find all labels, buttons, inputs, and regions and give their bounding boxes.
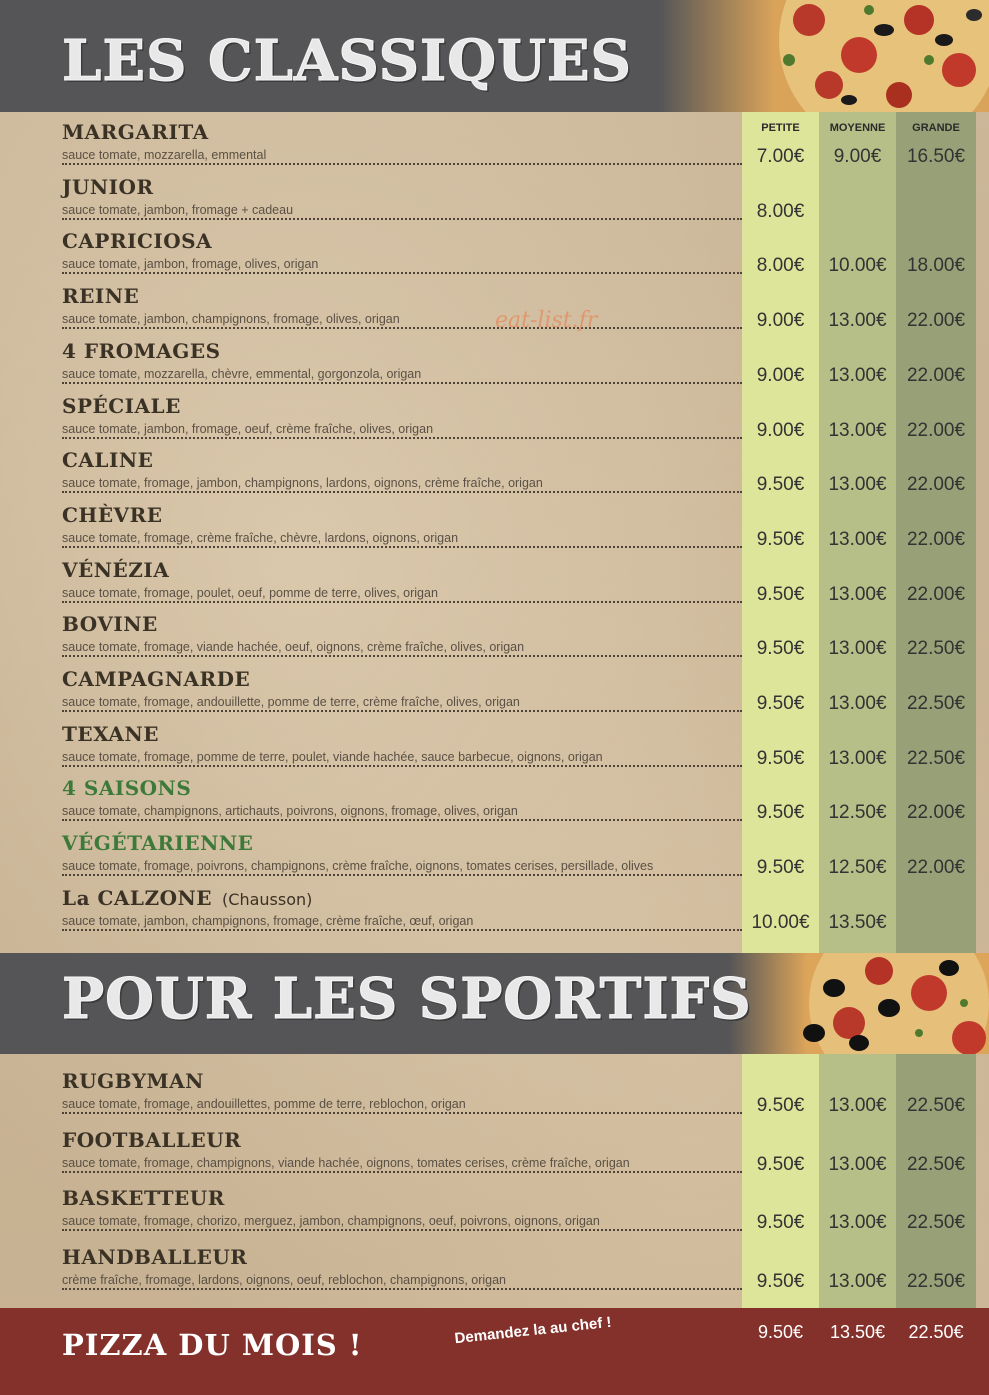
item-name [62, 1245, 247, 1269]
price-petite: 9.00€ [756, 419, 805, 441]
dotted-leader [62, 929, 742, 931]
price-moyenne: 13.00€ [828, 1212, 887, 1233]
menu-item [62, 120, 976, 172]
item-name [62, 229, 212, 253]
item-description: sauce tomate, fromage, jambon, champignons, lardons, oignons, crème fraîche, origan [62, 476, 543, 491]
item-name-text: CALINE [62, 448, 154, 473]
price-petite: 9.50€ [756, 802, 805, 824]
menu-item [62, 558, 976, 610]
item-name [62, 558, 169, 582]
item-name-text: CHÈVRE [62, 502, 163, 527]
price-petite: 9.00€ [756, 310, 805, 332]
item-description: sauce tomate, jambon, champignons, fromage, olives, origan [62, 312, 400, 327]
price-petite: 9.50€ [756, 528, 805, 550]
item-name [62, 1128, 241, 1152]
price-moyenne: 13.00€ [828, 1153, 887, 1175]
item-description: sauce tomate, fromage, pomme de terre, poulet, viande hachée, sauce barbecue, oignons, origan [62, 749, 603, 764]
price-grande: 22.00€ [906, 364, 966, 386]
item-subtitle: (Chausson) [222, 889, 313, 909]
item-name [62, 1186, 225, 1210]
dotted-leader [62, 437, 742, 439]
item-name [62, 612, 158, 636]
price-moyenne: 13.00€ [828, 364, 887, 386]
menu-item [62, 175, 976, 227]
price-moyenne: 13.00€ [828, 528, 887, 550]
price-grande: 22.00€ [906, 419, 966, 441]
menu-item [62, 339, 976, 391]
item-description: sauce tomate, mozzarella, chèvre, emmental, gorgonzola, origan [62, 366, 422, 381]
dotted-leader [62, 546, 742, 548]
header-classiques [0, 0, 989, 112]
menu-item [62, 1186, 976, 1238]
price-petite: 9.50€ [756, 693, 805, 714]
column-header-grande: GRANDE [912, 122, 960, 134]
price-grande: 22.50€ [906, 1270, 966, 1292]
item-name [62, 120, 209, 144]
price-grande: 22.00€ [906, 310, 966, 332]
menu-item [62, 776, 976, 828]
dotted-leader [62, 819, 742, 821]
dotted-leader [62, 1288, 742, 1290]
price-grande: 16.50€ [906, 146, 966, 167]
menu-item [62, 722, 976, 774]
pizza-image [659, 0, 989, 112]
footer-price-grande: 22.50€ [908, 1322, 964, 1342]
item-name-text: La CALZONE [62, 885, 213, 910]
header-sportifs [0, 953, 989, 1054]
item-name-text: BASKETTEUR [62, 1186, 225, 1210]
item-name-text: TEXANE [62, 721, 159, 746]
dotted-leader [62, 163, 742, 165]
dotted-leader [62, 1112, 742, 1114]
menu-item [62, 886, 976, 938]
item-name-text: SPÉCIALE [62, 393, 181, 418]
price-petite: 9.50€ [756, 474, 805, 496]
item-description: sauce tomate, fromage, poulet, oeuf, pomme de terre, olives, origan [62, 585, 438, 600]
menu-item [62, 612, 976, 664]
item-name-text: 4 SAISONS [62, 776, 192, 801]
price-grande: 22.50€ [906, 1095, 966, 1116]
item-name [62, 776, 191, 800]
item-name-text: FOOTBALLEUR [62, 1127, 242, 1152]
price-petite: 9.50€ [756, 1212, 805, 1233]
item-name-text: CAPRICIOSA [62, 229, 213, 254]
column-header-moyenne: MOYENNE [829, 122, 886, 134]
price-petite: 9.50€ [756, 638, 805, 660]
menu-item [62, 1245, 976, 1297]
menu-item [62, 394, 976, 446]
footer-title: PIZZA DU MOIS ! [62, 1328, 363, 1362]
item-description: sauce tomate, champignons, artichauts, poivrons, oignons, fromage, olives, origan [62, 804, 518, 819]
dotted-leader [62, 655, 742, 657]
price-grande: 22.00€ [906, 857, 966, 879]
item-name [62, 175, 154, 199]
item-name [62, 831, 253, 855]
price-moyenne: 12.50€ [828, 802, 887, 824]
price-petite: 9.50€ [756, 1095, 805, 1116]
price-moyenne: 13.00€ [828, 474, 887, 496]
price-petite: 10.00€ [751, 911, 810, 933]
item-description: crème fraîche, fromage, lardons, oignons, oeuf, reblochon, champignons, origan [62, 1272, 507, 1287]
dotted-leader [62, 272, 742, 274]
footer-pizza-du-mois [0, 1308, 989, 1395]
footer-price-petite: 9.50€ [757, 1322, 804, 1342]
price-moyenne: 13.00€ [828, 1095, 887, 1116]
price-grande: 22.50€ [906, 638, 966, 660]
section-title: POUR LES SPORTIFS [62, 966, 752, 1032]
dotted-leader [62, 491, 742, 493]
item-description: sauce tomate, jambon, champignons, fromage, crème fraîche, œuf, origan [62, 913, 474, 928]
item-name [62, 886, 312, 910]
item-name [62, 448, 153, 472]
menu-item [62, 448, 976, 500]
item-name-text: VÉGÉTARIENNE [62, 831, 254, 856]
item-name [62, 284, 139, 308]
price-moyenne: 13.00€ [828, 1270, 887, 1292]
item-description: sauce tomate, fromage, chorizo, merguez, jambon, champignons, oeuf, poivrons, oignons, origan [62, 1214, 600, 1228]
item-name-text: CAMPAGNARDE [62, 667, 251, 691]
price-grande: 22.00€ [906, 802, 966, 824]
item-name-text: JUNIOR [62, 174, 154, 199]
menu-item [62, 667, 976, 719]
price-grande: 22.00€ [906, 474, 966, 496]
price-moyenne: 13.00€ [828, 419, 887, 441]
item-name-text: BOVINE [62, 612, 158, 637]
dotted-leader [62, 765, 742, 767]
price-moyenne: 13.00€ [828, 638, 887, 660]
item-name-text: REINE [62, 284, 140, 309]
dotted-leader [62, 1171, 742, 1173]
price-grande: 18.00€ [906, 255, 966, 277]
price-petite: 9.50€ [756, 1270, 805, 1292]
item-description: sauce tomate, jambon, fromage + cadeau [62, 202, 294, 217]
item-name [62, 503, 162, 527]
item-name-text: RUGBYMAN [62, 1069, 204, 1093]
item-name-text: 4 FROMAGES [62, 338, 221, 363]
item-description: sauce tomate, jambon, fromage, oeuf, crème fraîche, olives, origan [62, 421, 434, 436]
menu-item [62, 1069, 976, 1121]
menu-item [62, 503, 976, 555]
dotted-leader [62, 327, 742, 329]
price-moyenne: 13.00€ [828, 583, 887, 605]
item-description: sauce tomate, fromage, crème fraîche, chèvre, lardons, oignons, origan [62, 530, 459, 545]
menu-item [62, 229, 976, 281]
price-grande: 22.00€ [906, 583, 966, 605]
footer-note: Demandez la au chef ! [453, 1313, 613, 1348]
item-description: sauce tomate, fromage, andouillette, pomme de terre, crème fraîche, olives, origan [62, 695, 520, 709]
pizza-image [729, 953, 989, 1054]
item-name-text: MARGARITA [62, 120, 209, 144]
item-description: sauce tomate, mozzarella, emmental [62, 148, 267, 162]
price-moyenne: 13.00€ [828, 310, 887, 332]
column-header-petite: PETITE [761, 122, 800, 134]
price-petite: 8.00€ [756, 255, 805, 277]
dotted-leader [62, 710, 742, 712]
dotted-leader [62, 382, 742, 384]
menu-item [62, 1128, 976, 1180]
item-name-text: VÉNÉZIA [62, 557, 170, 582]
item-description: sauce tomate, jambon, fromage, olives, origan [62, 257, 319, 272]
item-name [62, 1069, 204, 1093]
price-grande: 22.50€ [906, 747, 966, 769]
footer-price-moyenne: 13.50€ [829, 1322, 886, 1342]
dotted-leader [62, 601, 742, 603]
dotted-leader [62, 1229, 742, 1231]
price-moyenne: 12.50€ [828, 857, 887, 879]
price-petite: 9.50€ [756, 857, 805, 879]
price-grande: 22.50€ [906, 1212, 966, 1233]
price-petite: 9.50€ [756, 1153, 805, 1175]
price-moyenne: 13.00€ [828, 747, 887, 769]
dotted-leader [62, 874, 742, 876]
item-name [62, 339, 221, 363]
item-name-text: HANDBALLEUR [62, 1244, 248, 1269]
dotted-leader [62, 218, 742, 220]
price-moyenne: 9.00€ [833, 146, 882, 167]
section-title: LES CLASSIQUES [62, 28, 632, 94]
price-grande: 22.50€ [906, 1153, 966, 1175]
watermark: eat-list.fr [495, 308, 598, 333]
price-moyenne: 10.00€ [828, 255, 887, 277]
price-grande: 22.50€ [906, 693, 966, 714]
price-petite: 9.00€ [756, 364, 805, 386]
item-name [62, 722, 159, 746]
price-petite: 8.00€ [756, 200, 805, 222]
item-description: sauce tomate, fromage, andouillettes, pomme de terre, reblochon, origan [62, 1097, 466, 1111]
price-moyenne: 13.00€ [828, 693, 887, 714]
price-moyenne: 13.50€ [828, 911, 887, 933]
item-name [62, 667, 250, 691]
item-description: sauce tomate, fromage, poivrons, champignons, crème fraîche, oignons, tomates cerises, persillade, olives [62, 859, 654, 874]
price-petite: 9.50€ [756, 747, 805, 769]
menu-item [62, 831, 976, 883]
item-description: sauce tomate, fromage, viande hachée, oeuf, oignons, crème fraîche, olives, origan [62, 640, 525, 655]
item-description: sauce tomate, fromage, champignons, viande hachée, oignons, tomates cerises, crème fraîche, origan [62, 1155, 630, 1170]
item-name [62, 394, 181, 418]
price-grande: 22.00€ [906, 528, 966, 550]
price-petite: 9.50€ [756, 583, 805, 605]
price-petite: 7.00€ [756, 146, 805, 167]
